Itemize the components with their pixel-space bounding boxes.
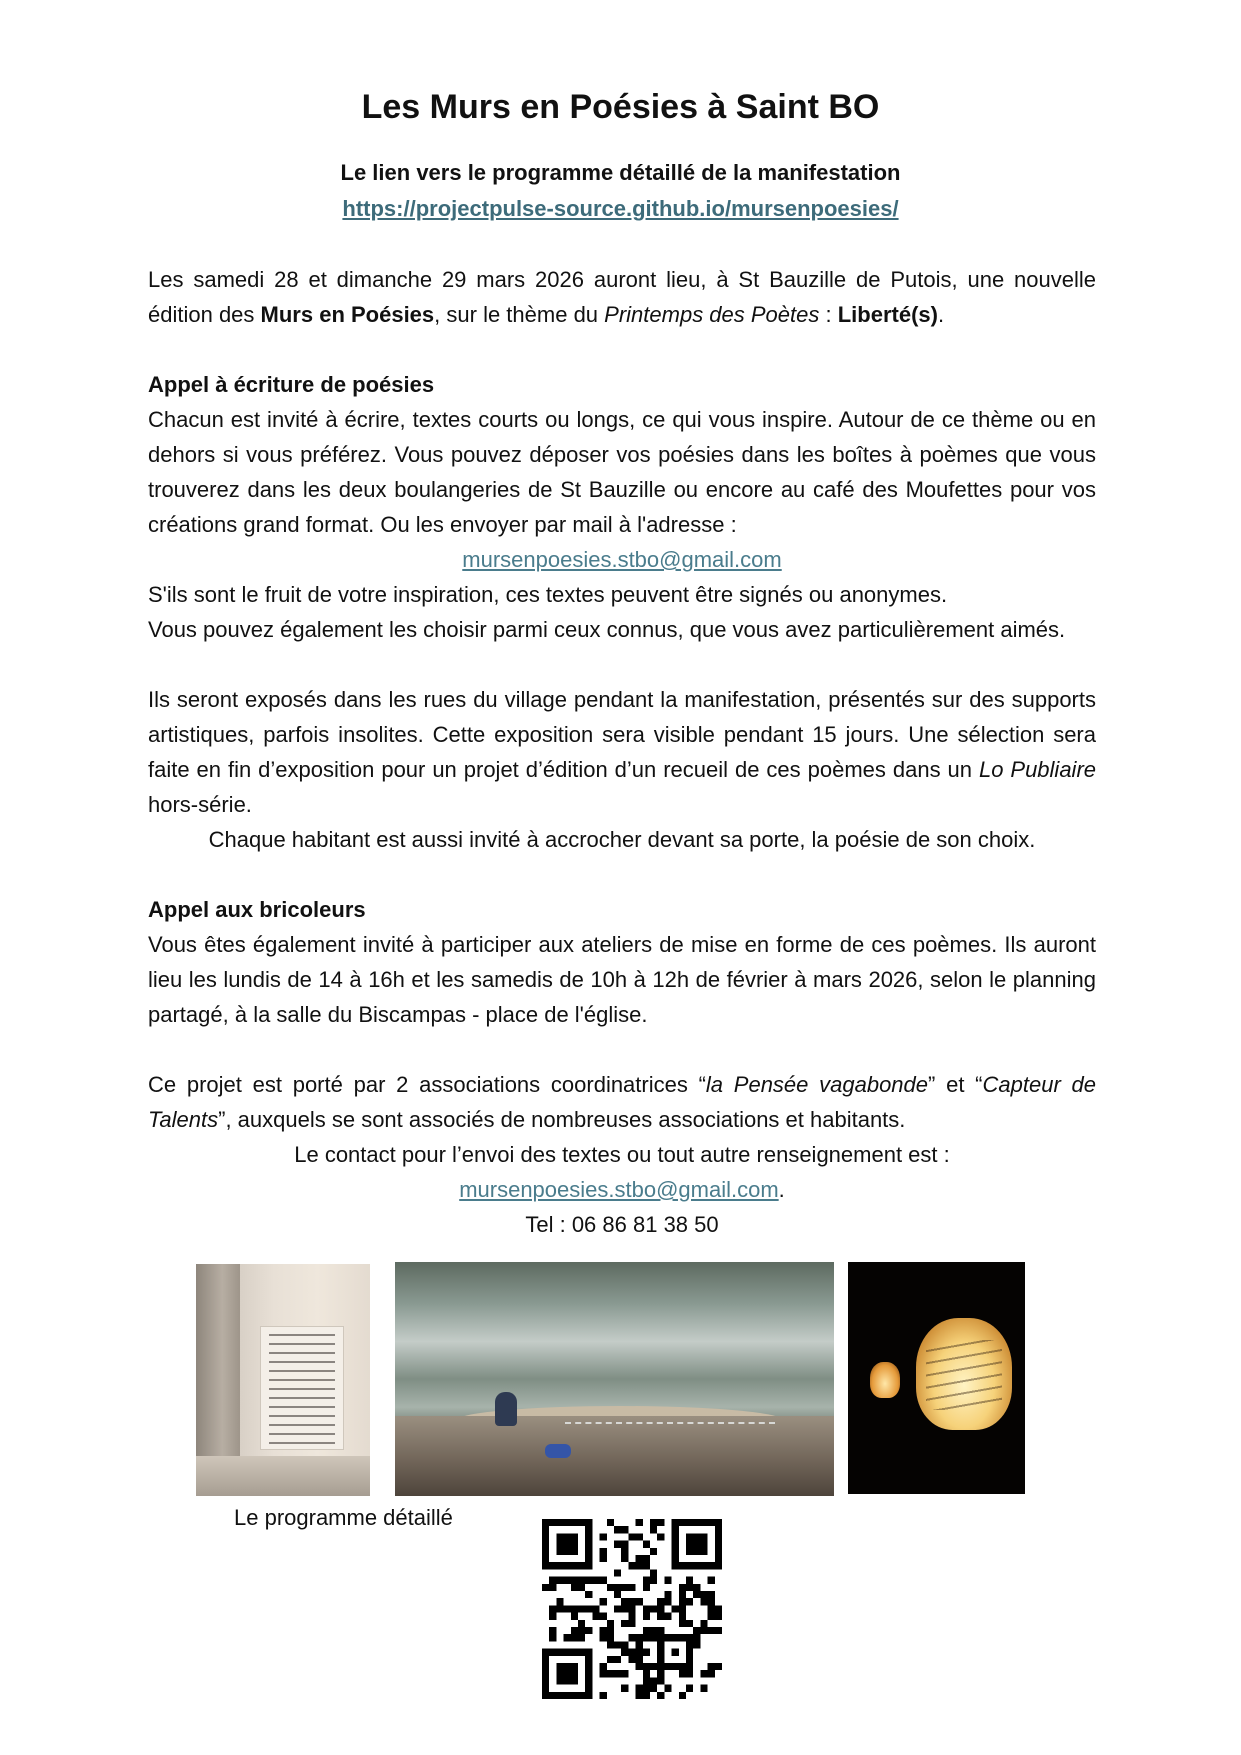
contact-email-link[interactable]: mursenpoesies.stbo@gmail.com [459, 1177, 779, 1202]
poem-wall-photo [196, 1264, 370, 1496]
qr-code-label: Le programme détaillé [234, 1505, 453, 1530]
organizers-text-1: Ce projet est porté par 2 associations coordinatrices “ [148, 1072, 706, 1097]
association-1: la Pensée vagabonde [705, 1072, 929, 1097]
program-link-caption: Le lien vers le programme détaillé de la manifestation [340, 160, 901, 185]
page-title: Les Murs en Poésies à Saint BO [361, 88, 880, 126]
program-link[interactable]: https://projectpulse-source.github.io/mursenpoesies/ [342, 196, 899, 221]
intro-text-1: Les samedi 28 et dimanche 29 mars 2026 auront lieu, à St Bauzille de Putois, une nouvelle édition des [148, 267, 1096, 327]
organizers-paragraph [148, 1067, 1096, 1137]
door-line: Chaque habitant est aussi invité à accrocher devant sa porte, la poésie de son choix. [208, 827, 1036, 852]
exhibition-end: hors-série. [148, 792, 252, 817]
organizers-text-2: ” et “ [928, 1072, 983, 1097]
publication-name: Lo Publiaire [978, 757, 1097, 782]
theme-source: Printemps des Poètes [604, 302, 820, 327]
event-name: Murs en Poésies [260, 302, 435, 327]
exhibition-paragraph [148, 682, 1096, 822]
intro-text-4: . [937, 302, 945, 327]
phone-line: Tel : 06 86 81 38 50 [525, 1212, 719, 1237]
email-link[interactable]: mursenpoesies.stbo@gmail.com [462, 547, 782, 572]
contact-line: Le contact pour l’envoi des textes ou tout autre renseignement est : [294, 1142, 950, 1167]
poetry-call-heading: Appel à écriture de poésies [148, 372, 435, 397]
qr-code[interactable] [542, 1519, 722, 1699]
theme: Liberté(s) [837, 302, 938, 327]
organizers-text-3: ”, auxquels se sont associés de nombreuses associations et habitants. [218, 1107, 906, 1132]
poetry-call-paragraph: Chacun est invité à écrire, textes courts ou longs, ce qui vous inspire. Autour de ce thème ou en dehors si vous préférez. Vous pouvez déposer vos poésies dans les boîtes à poèmes que vous trouverez dans les deux boulangeries de St Bauzille ou encore au café des Moufettes pour vos créations grand format. Ou les envoyer par mail à l'adresse : [148, 407, 1096, 537]
known-poems-line: Vous pouvez également les choisir parmi ceux connus, que vous avez particulièrement aimés. [148, 617, 1066, 642]
crafters-call-paragraph: Vous êtes également invité à participer aux ateliers de mise en forme de ces poèmes. Ils auront lieu les lundis de 14 à 16h et les samedis de 10h à 12h de février à mars 2026, selon le planning partagé, à la salle du Biscampas - place de l'église. [148, 932, 1096, 1027]
association-2: Capteur de Talents [148, 1072, 1096, 1132]
exhibition-text: Ils seront exposés dans les rues du village pendant la manifestation, présentés sur des supports artistiques, parfois insolites. Cette exposition sera visible pendant 15 jours. Une sélection sera faite en fin d’exposition pour un projet d’édition d’un recueil de ces poèmes dans un [148, 687, 1096, 782]
contact-email-end: . [778, 1177, 785, 1202]
intro-text-2: , sur le thème du [434, 302, 605, 327]
intro-paragraph [148, 262, 1096, 332]
signed-line: S'ils sont le fruit de votre inspiration, ces textes peuvent être signés ou anonymes. [148, 582, 948, 607]
intro-text-3: : [819, 302, 838, 327]
sky-lantern-photo [848, 1262, 1025, 1494]
crafters-call-heading: Appel aux bricoleurs [148, 897, 366, 922]
riverside-photo [395, 1262, 834, 1496]
